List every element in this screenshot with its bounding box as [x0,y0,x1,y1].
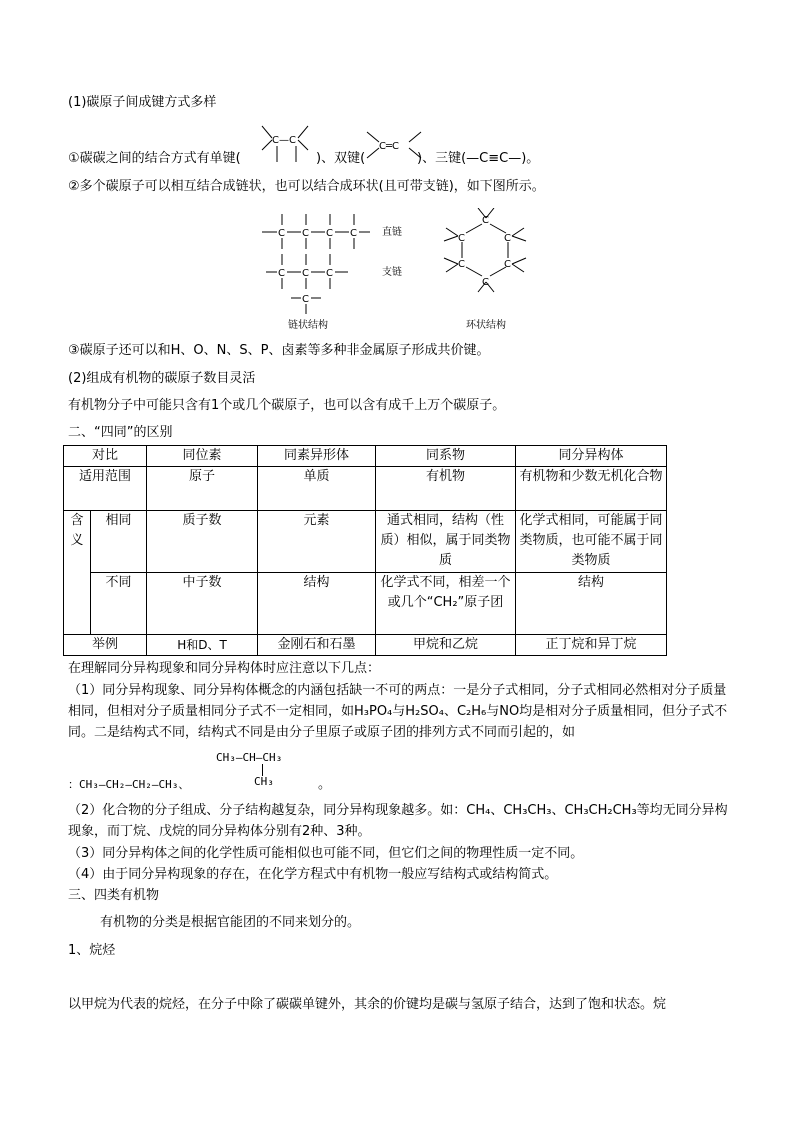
ring-structure-figure [438,208,538,332]
table-row [64,635,667,656]
ring-atom: C [482,215,489,226]
table-cell: 通式相同，结构（性质）相似，属于同类物质 [376,511,516,573]
row-label: 适用范围 [64,467,147,511]
formula-isobutane-branch: CH₃ [254,775,274,788]
double-bond-structure [365,130,425,162]
section1-line2: ②多个碳原子可以相互结合成链状，也可以结合成环状(且可带支链)，如下图所示。 [68,179,545,194]
alkane-text: 以甲烷为代表的烷烃，在分子中除了碳碳单键外，其余的价键均是碳与氢原子结合，达到了饱和状态。烷 [68,997,667,1012]
header-cell: 同素异形体 [258,446,376,467]
row-label: 举例 [64,635,147,656]
table-cell: 原子 [147,467,258,511]
formula-isobutane-main: CH₃—CH—CH₃ [216,751,283,764]
ring-atom: C [504,259,511,270]
table-cell: 正丁烷和异丁烷 [516,635,667,656]
row-label: 相同 [91,511,147,573]
single-bond-structure [258,124,318,164]
table-cell: 元素 [258,511,376,573]
chain-atom: C [326,228,333,239]
chain-atom: C [278,268,285,279]
header-cell: 同位素 [147,446,258,467]
note-4: （4）由于同分异构现象的存在，在化学方程式中有机物一般应写结构式或结构简式。 [68,867,558,882]
table-cell: 金刚石和石墨 [258,635,376,656]
note-2: （2）化合物的分子组成、分子结构越复杂，同分异构现象越多。如：CH₄、CH₃CH₃、CH₃CH₂CH₃等均无同分异构现象，而丁烷、戊烷的同分异构体分别有2种、3种。 [68,803,728,839]
four-same-comparison-table [63,445,667,656]
table-cell: 中子数 [147,573,258,635]
table-cell: 甲烷和乙烷 [376,635,516,656]
table-cell: 质子数 [147,511,258,573]
note-1: （1）同分异构现象、同分异构体概念的内涵包括缺一不可的两点：一是分子式相同，分子式相同必然相对分子质量相同，但相对分子质量相同分子式不一定相同，如H₃PO₄与H₂SO₄、C₂H₆与NO均是相对分子质量相同，但分子式不同。二是结构式不同，结构式不同是由分子里原子或原子团的排列方式不同而引起的，如 [68,683,728,740]
ring-atom: C [458,233,465,244]
label-branch-chain: 支链 [382,267,402,278]
table-cell: 化学式相同，可能属于同类物质，也可能不属于同类物质 [516,511,667,573]
caption-ring-structure: 环状结构 [466,320,506,331]
meaning-label: 含义 [64,511,91,635]
single-bond-label: C—C [272,135,296,146]
ring-atom: C [458,259,465,270]
table-cell: 结构 [516,573,667,635]
caption-chain-structure: 链状结构 [288,320,328,331]
header-cell: 同系物 [376,446,516,467]
chain-atom: C [350,228,357,239]
chain-atom: C [302,228,309,239]
table-cell: 单质 [258,467,376,511]
bond-line-mid1: )、双键( [316,151,366,166]
table-cell: 有机物和少数无机化合物 [516,467,667,511]
chain-atom: C [302,294,309,305]
header-cell: 同分异构体 [516,446,667,467]
table-cell: 化学式不同，相差一个或几个“CH₂”原子团 [376,573,516,635]
table-cell: H和D、T [147,635,258,656]
formula-end: 。 [318,777,332,792]
part2-heading: 二、“四同”的区别 [68,425,173,440]
chain-atom: C [278,228,285,239]
chain-atom: C [302,268,309,279]
section1-line3: ③碳原子还可以和H、O、N、S、P、卤素等多种非金属原子形成共价键。 [68,343,490,358]
section2-body: 有机物分子中可能只含有1个或几个碳原子，也可以含有成千上万个碳原子。 [68,398,506,413]
ring-atom: C [482,277,489,288]
table-row [64,511,667,573]
table-row [64,467,667,511]
ring-atom: C [504,233,511,244]
row-label: 不同 [91,573,147,635]
note-intro: 在理解同分异构现象和同分异构体时应注意以下几点： [68,661,381,676]
chain-structure-figure [258,208,418,332]
table-cell: 有机物 [376,467,516,511]
part3-intro: 有机物的分类是根据官能团的不同来划分的。 [100,915,361,930]
bond-line-mid2: )、三键(—C≡C—)。 [417,151,540,166]
formula-n-butane: ：CH₃—CH₂—CH₂—CH₃、 [68,778,190,791]
label-straight-chain: 直链 [382,227,402,238]
alkane-heading: 1、烷烃 [68,943,116,958]
part3-heading: 三、四类有机物 [68,888,160,903]
table-cell: 结构 [258,573,376,635]
table-header-row [64,446,667,467]
section1-heading: (1)碳原子间成键方式多样 [68,95,217,110]
bond-line-prefix: ①碳碳之间的结合方式有单键( [68,151,241,166]
note-3: （3）同分异构体之间的化学性质可能相似也可能不同，但它们之间的物理性质一定不同。 [68,846,584,861]
header-cell: 对比 [64,446,147,467]
double-bond-label: C═C [379,141,399,152]
table-row [64,573,667,635]
chain-atom: C [326,268,333,279]
section2-heading: (2)组成有机物的碳原子数目灵活 [68,371,256,386]
